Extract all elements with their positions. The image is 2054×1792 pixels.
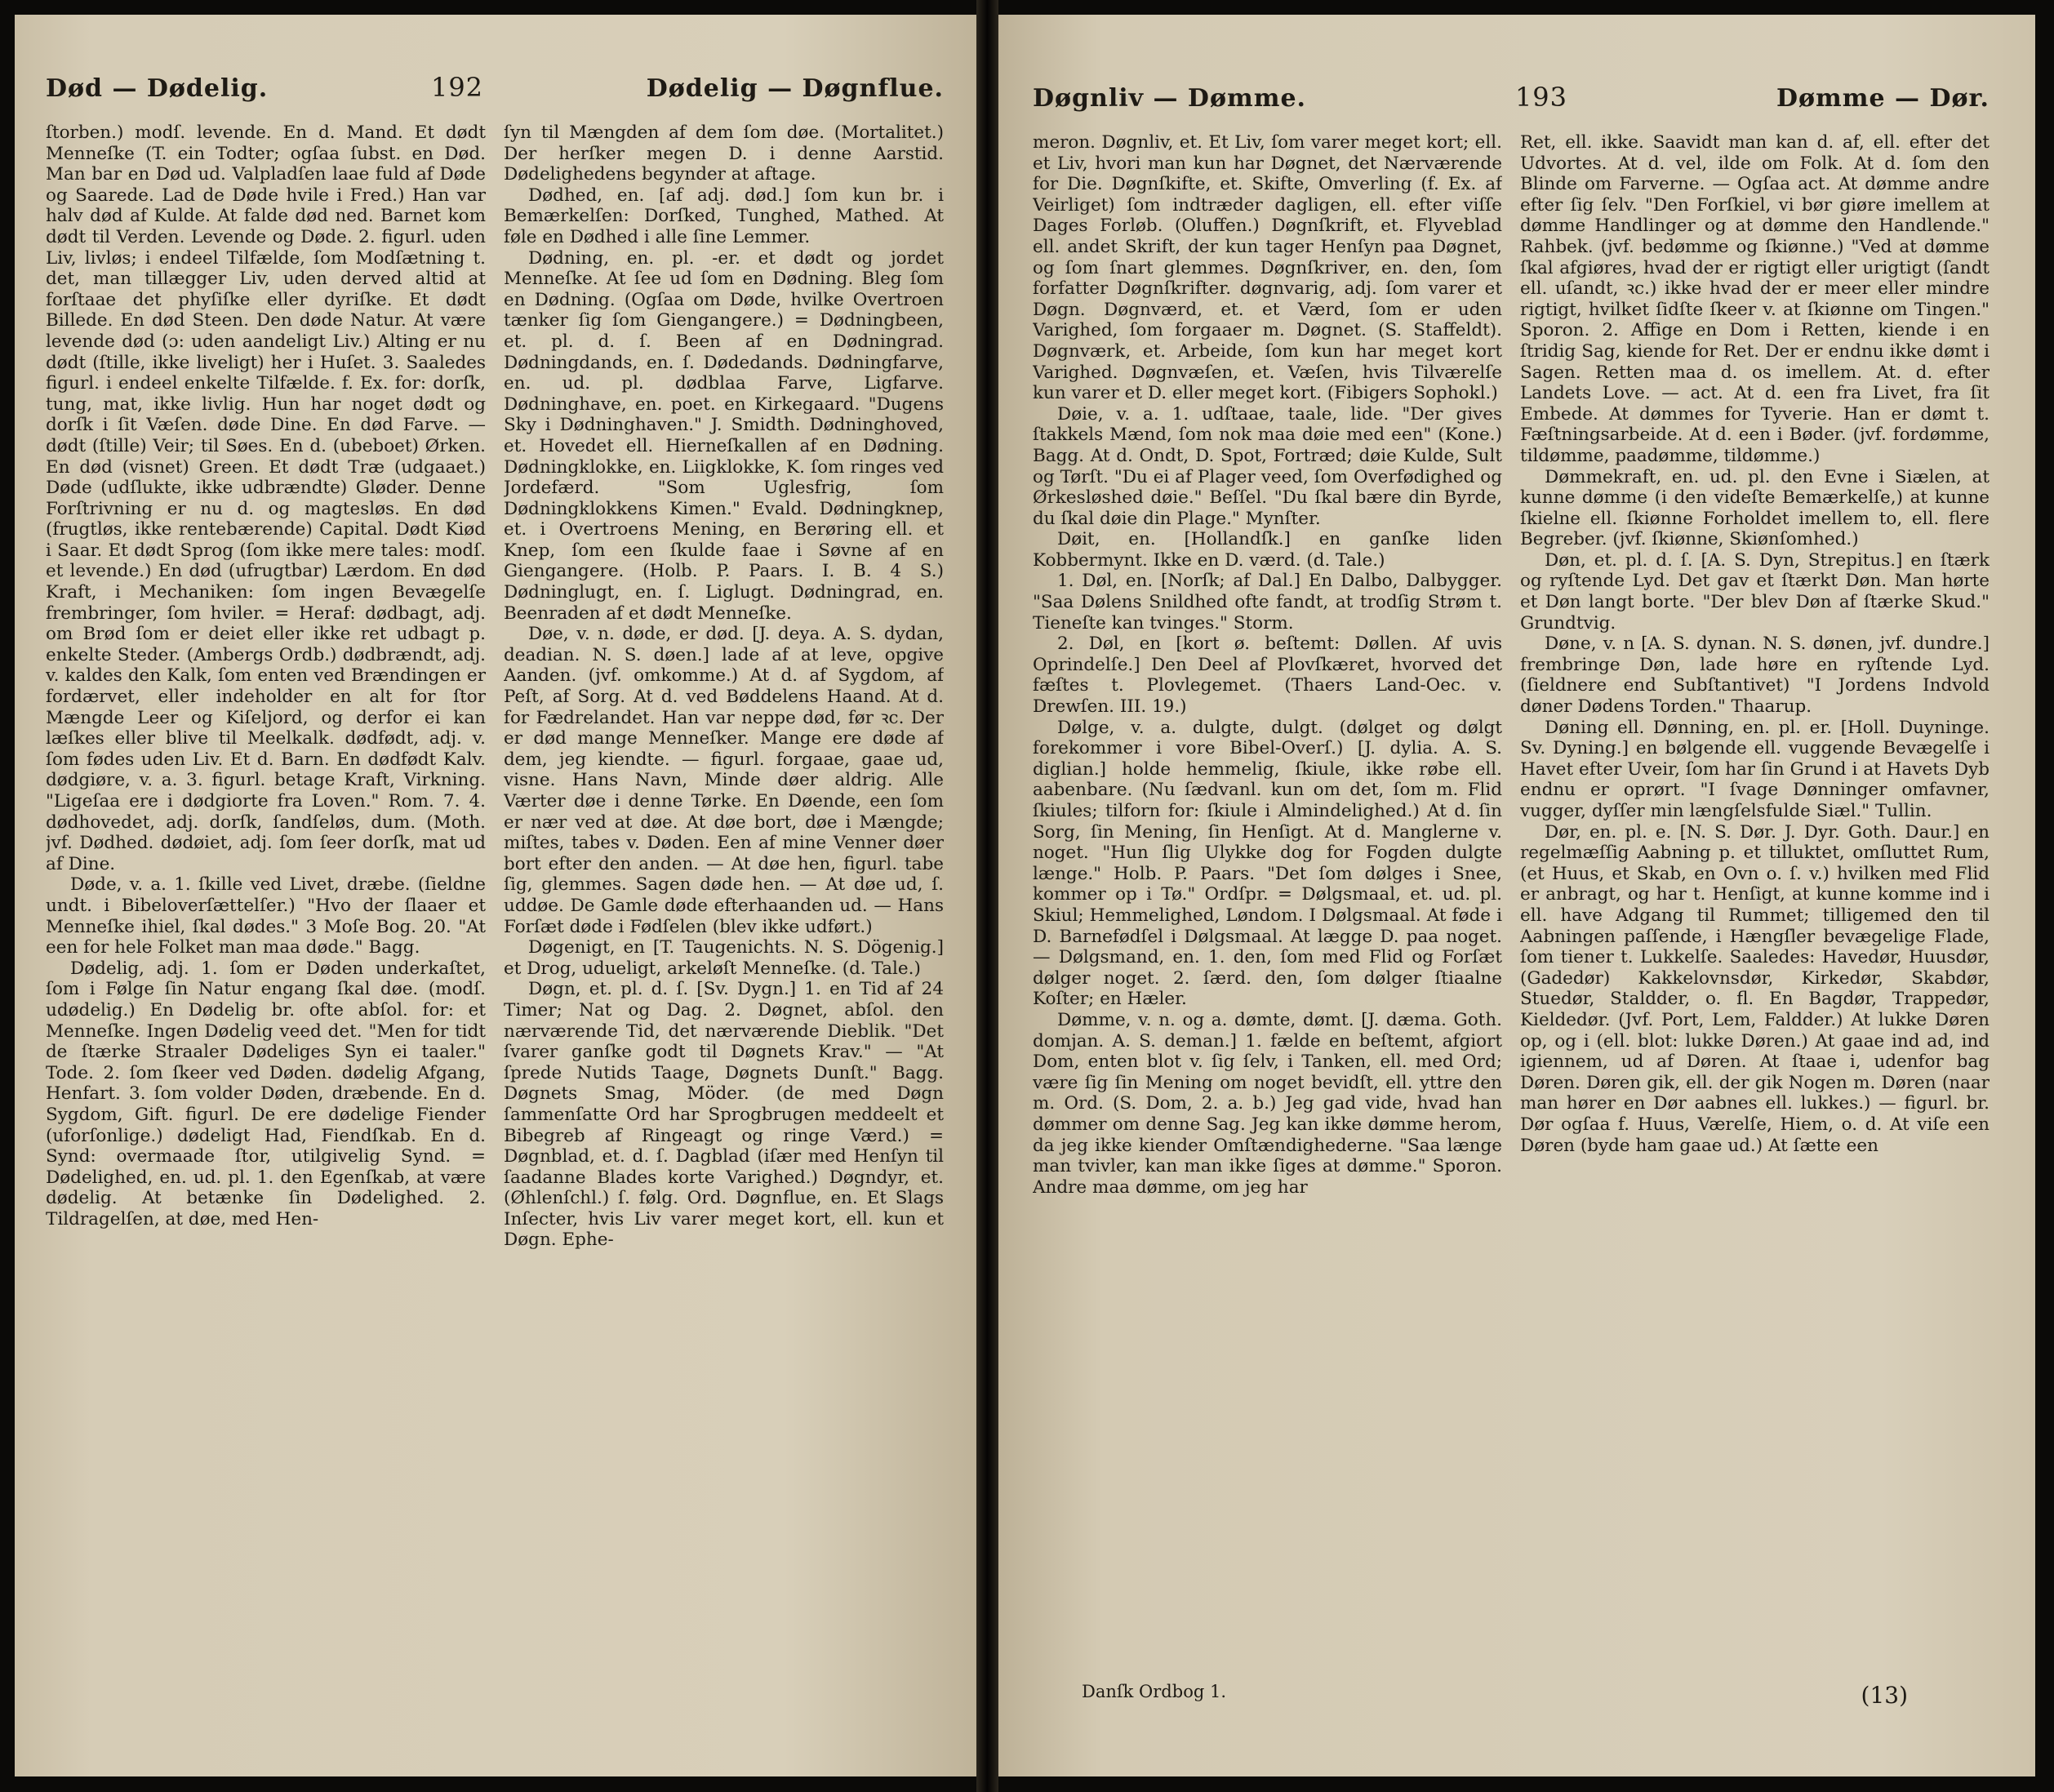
- left-page: [15, 15, 976, 1776]
- book-gutter: [976, 0, 998, 1792]
- page-number: 193: [1514, 82, 1568, 113]
- entry-paragraph: Dømme, v. n. og a. dømte, dømt. [J. dæma. Goth. domjan. A. S. deman.] 1. fælde en beſtemt, afgiort Dom, enten blot v. ſig ſelv, i Tanken, ell. med Ord; være ſig ſin Mening om noget bevidſt, ell. yttre den m. Ord. (S. Dom, 2. a. b.) Jeg gad vide, hvad han dømmer om denne Sag. Jeg kan ikke dømme herom, da jeg ikke kiender Omſtændighederne. "Saa længe man tvivler, kan man ikke ſiges at dømme." Sporon. Andre maa dømme, om jeg har: [1033, 1009, 1502, 1198]
- entry-paragraph: Døie, v. a. 1. udſtaae, taale, lide. "Der gives ſtakkels Mænd, ſom nok maa døie med een" (Kone.) Bagg. At d. Ondt, D. Spot, Fortræd; døie Kulde, Sult og Tørſt. "Du ei af Plager veed, ſom Overfødighed og Ørkesløshed døie." Beſſel. "Du ſkal bære din Byrde, du ſkal døie din Plage." Mynſter.: [1033, 403, 1502, 529]
- entry-paragraph: 1. Døl, en. [Norſk; af Dal.] En Dalbo, Dalbygger. "Saa Dølens Snildhed ofte fandt, at trodſig Strøm t. Tieneſte kan tvinges." Storm.: [1033, 571, 1502, 634]
- entry-paragraph: Dødelig, adj. 1. ſom er Døden underkaſtet, ſom i Følge ſin Natur engang ſkal døe. (modſ. udødelig.) En Dødelig br. ofte abſol. for: et Menneſke. Ingen Dødelig veed det. "Men for tidt de ſtærke Straaler Dødeliges Syn ei taaler." Tode. 2. ſom ſkeer ved Døden. dødelig Afgang, Henfart. 3. ſom volder Døden, dræbende. En d. Sygdom, Gift. figurl. De ere dødelige Fiender (uforſonlige.) dødeligt Had, Fiendſkab. En d. Synd: overmaade ſtor, utilgivelig Synd. = Dødelighed, en. ud. pl. 1. den Egenſkab, at være dødelig. At betænke ſin Dødelighed. 2. Tildragelſen, at døe, med Hen-: [46, 958, 486, 1229]
- page-number: 192: [430, 72, 484, 103]
- running-head-left: Død — Dødelig.: [46, 74, 269, 103]
- left-page-column-2: [504, 122, 944, 1674]
- running-head-right: Dødelig — Døgnflue.: [646, 74, 944, 103]
- entry-paragraph: Døgn, et. pl. d. ſ. [Sv. Dygn.] 1. en Tid af 24 Timer; Nat og Dag. 2. Døgnet, abſol. den nærværende Tid, det nærværende Dieblik. "Det ſvarer ganſke godt til Døgnets Krav." — "At ſprede Nutids Taage, Døgnets Dunſt." Bagg. Døgnets Smag, Möder. (de med Døgn ſammenſatte Ord har Sprogbrugen meddeelt et Bibegreb af Ringeagt og ringe Værd.) = Døgnblad, et. d. ſ. Dagblad (iſær med Henſyn til ſaadanne Blades korte Varighed.) Døgndyr, et. (Øhlenſchl.) ſ. følg. Ord. Døgnflue, en. Et Slags Inſecter, hvis Liv varer meget kort, ell. kun et Døgn. Ephe-: [504, 979, 944, 1251]
- left-page-column-1: [46, 122, 486, 1674]
- page-header: [46, 72, 944, 113]
- entry-paragraph: Døne, v. n [A. S. dynan. N. S. dønen, jvf. dundre.] frembringe Døn, lade høre en ryſtende Lyd. (ſieldnere end Subſtantivet) "I Jordens Indvold døner Dødens Torden." Thaarup.: [1520, 634, 1990, 718]
- right-page-column-2: [1520, 132, 1990, 1675]
- entry-paragraph: Døit, en. [Hollandſk.] en ganſke liden Kobbermynt. Ikke en D. værd. (d. Tale.): [1033, 529, 1502, 571]
- gathering-number: (13): [1861, 1682, 1908, 1709]
- entry-paragraph: Dør, en. pl. e. [N. S. Dør. J. Dyr. Goth. Daur.] en regelmæſſig Aabning p. et tilluktet, omſluttet Rum, (et Huus, et Skab, en Ovn o. ſ. v.) hvilken med Flid er anbragt, og har t. Henſigt, at kunne komme ind i ell. have Adgang til Rummet; tilligemed den til Aabningen paſſende, i Hængſler bevægelige Flade, ſom tiener t. Lukkelſe. Saaledes: Havedør, Huusdør, (Gadedør) Kakkelovnsdør, Kirkedør, Skabdør, Stuedør, Staldder, o. fl. En Bagdør, Trappedør, Kieldedør. (Jvf. Port, Lem, Faldder.) At lukke Døren op, og i (ell. blot: lukke Døren.) At gaae ind ad, ind igiennem, ud af Døren. At ſtaae i, udenfor bag Døren. Døren gik, ell. der gik Nogen m. Døren (naar man hører en Dør aabnes ell. lukkes.) — figurl. br. Dør ogſaa f. Huus, Værelſe, Hiem, o. d. At viſe een Døren (byde ham gaae ud.) At ſætte een: [1520, 821, 1990, 1156]
- entry-paragraph: Dødning, en. pl. -er. et dødt og jordet Menneſke. At ſee ud ſom en Dødning. Bleg ſom en Dødning. (Ogſaa om Døde, hvilke Overtroen tænker ſig ſom Giengangere.) = Dødningbeen, et. pl. d. ſ. Been af en Dødningrad. Dødningdands, en. ſ. Dødedands. Dødningfarve, en. ud. pl. dødblaa Farve, Ligfarve. Dødninghave, en. poet. en Kirkegaard. "Dugens Sky i Dødninghaven." J. Smidth. Dødninghoved, et. Hovedet ell. Hierneſkallen af en Dødning. Dødningklokke, en. Liigklokke, K. ſom ringes ved Jordefærd. "Som Uglesfrig, ſom Dødningklokkens Kimen." Evald. Dødningknep, et. i Overtroens Mening, en Berøring ell. et Knep, ſom een ſkulde faae i Søvne af en Giengangere. (Holb. P. Paars. I. B. 4 S.) Dødninglugt, en. ſ. Liglugt. Dødningrad, en. Beenraden af et dødt Menneſke.: [504, 247, 944, 624]
- entry-paragraph: ſtorben.) modſ. levende. En d. Mand. Et dødt Menneſke (T. ein Todter; ogſaa ſubst. en Død. Man bar en Død ud. Valpladſen laae fuld af Døde og Saarede. Lad de Døde hvile i Fred.) Han var halv død af Kulde. At falde død ned. Barnet kom dødt til Verden. Levende og Døde. 2. figurl. uden Liv, livløs; i endeel Tilfælde, ſom Modſætning t. det, man tillægger Liv, uden derved altid at forſtaae det phyſiſke eller dyriſke. Et dødt Billede. En død Steen. Den døde Natur. At være levende død (ɔ: uden aandeligt Liv.) Alting er nu dødt (ſtille, ikke liveligt) her i Huſet. 3. Saaledes figurl. i endeel enkelte Tilfælde. f. Ex. for: dorſk, tung, mat, ikke livlig. Hun har noget dødt og dorſk i ſit Væſen. døde Dine. En død Farve. — dødt (ſtille) Veir; til Søes. En d. (ubeboet) Ørken. En død (visnet) Green. Et dødt Træ (udgaaet.) Døde (udſlukte, ikke udbrændte) Gløder. Denne Forſtrivning er nu d. og magtesløs. En død (frugtløs, ikke rentebærende) Capital. Dødt Kiød i Saar. Et dødt Sprog (ſom ikke mere tales: modſ. et levende.) En død (ufrugtbar) Lærdom. En død Kraft, i Mechaniken: ſom ingen Bevægelſe frembringer, ſom hviler. = Heraf: dødbagt, adj. om Brød ſom er deiet eller ikke ret udbagt p. enkelte Steder. (Ambergs Ordb.) dødbrændt, adj. v. kaldes den Kalk, ſom enten ved Brændingen er fordærvet, eller indeholder en alt for ſtor Mængde Leer og Kiſeljord, og derfor ei kan læſkes eller blive til Meelkalk. dødfødt, adj. v. ſom fødes uden Liv. Et d. Barn. En dødfødt Kalv. dødgiøre, v. a. 3. figurl. betage Kraft, Virkning. "Ligeſaa ere i dødgiorte fra Loven." Rom. 7. 4. dødhovedet, adj. dorſk, ſandſeløs, dum. (Moth. jvf. Dødhed. dødøiet, adj. ſom ſeer dorſk, mat ud af Dine.: [46, 122, 486, 874]
- entry-paragraph: ſyn til Mængden af dem ſom døe. (Mortalitet.) Der herſker megen D. i denne Aarstid. Dødelighedens begynder at aftage.: [504, 122, 944, 185]
- page-header: [1033, 82, 1990, 122]
- entry-paragraph: Døn, et. pl. d. ſ. [A. S. Dyn, Strepitus.] en ſtærk og ryſtende Lyd. Det gav et ſtærkt Døn. Man hørte et Døn langt borte. "Der blev Døn af ſtærke Skud." Grundtvig.: [1520, 549, 1990, 634]
- running-head-left: Døgnliv — Dømme.: [1033, 84, 1306, 113]
- page-columns: [1033, 132, 1990, 1675]
- entry-paragraph: Døe, v. n. døde, er død. [J. deya. A. S. dydan, deadian. N. S. døen.] lade af at leve, opgive Aanden. (jvf. omkomme.) At d. af Sygdom, af Peſt, af Sorg. At d. ved Bøddelens Haand. At d. for Fædrelandet. Han var neppe død, før ꝛc. Der er død mange Menneſker. Mange ere døde af dem, jeg kiendte. — figurl. forgaae, gaae ud, visne. Hans Navn, Minde døer aldrig. Alle Værter døe i denne Tørke. En Døende, een ſom er nær ved at døe. At døe bort, døe i Mængde; miſtes, tabes v. Døden. Een af mine Venner døer bort efter den anden. — At døe hen, figurl. tabe ſig, glemmes. Sagen døde hen. — At døe ud, ſ. uddøe. De Gamle døde efterhaanden ud. — Hans Forſæt døde i Fødſelen (blev ikke udført.): [504, 624, 944, 937]
- page-footer: [1033, 1682, 1990, 1709]
- entry-paragraph: Ret, ell. ikke. Saavidt man kan d. af, ell. efter det Udvortes. At d. vel, ilde om Folk. At d. ſom den Blinde om Farverne. — Ogſaa act. At dømme andre efter ſig ſelv. "Den Forſkiel, vi bør giøre imellem at dømme Handlinger og at dømme den Handlende." Rahbek. (jvf. bedømme og ſkiønne.) "Ved at dømme ſkal afgiøres, hvad der er rigtigt eller urigtigt (ſandt ell. uſandt, ꝛc.) ikke hvad der er meer eller mindre rigtigt, hvilket ſidſte ſkeer v. at ſkiønne om Tingen." Sporon. 2. Affige en Dom i Retten, kiende i en ſtridig Sag, kiende for Ret. Der er endnu ikke dømt i Sagen. Retten maa d. os imellem. At. d. efter Landets Love. — act. At d. een fra Livet, fra ſit Embede. At dømmes for Tyverie. Han er dømt t. Fæſtningsarbeide. At d. een i Bøder. (jvf. fordømme, tildømme, paadømme, tildømme.): [1520, 132, 1990, 466]
- running-head-right: Dømme — Dør.: [1776, 84, 1990, 113]
- entry-paragraph: 2. Døl, en [kort ø. beſtemt: Døllen. Af uvis Oprindelſe.] Den Deel af Plovſkæret, hvorved det fæſtes t. Plovlegemet. (Thaers Land-Oec. v. Drewſen. III. 19.): [1033, 634, 1502, 718]
- page-columns: [46, 122, 944, 1674]
- entry-paragraph: Døgenigt, en [T. Taugenichts. N. S. Dögenig.] et Drog, udueligt, arkeløſt Menneſke. (d. Tale.): [504, 937, 944, 979]
- entry-paragraph: Dølge, v. a. dulgte, dulgt. (dølget og dølgt forekommer i vore Bibel-Overſ.) [J. dylia. A. S. diglian.] holde hemmelig, ſkiule, ikke røbe ell. aabenbare. (Nu ſædvanl. kun om det, ſom m. Flid ſkiules; tilforn for: ſkiule i Almindelighed.) At d. ſin Sorg, ſin Mening, ſin Henſigt. At d. Manglerne v. noget. "Hun ſlig Ulykke dog for Fogden dulgte længe." Holb. P. Paars. "Det ſom dølges i Snee, kommer op i Tø." Ordſpr. = Dølgsmaal, et. ud. pl. Skiul; Hemmelighed, Løndom. I Dølgsmaal. At føde i D. Barnefødſel i Dølgsmaal. At lægge D. paa noget. — Dølgsmand, en. 1. den, ſom med Flid og Forſæt dølger noget. 2. ſærd. den, ſom dølger ſtiaalne Koſter; en Hæler.: [1033, 717, 1502, 1010]
- signature-mark: Danſk Ordbog 1.: [1082, 1682, 1226, 1701]
- entry-paragraph: Dødhed, en. [af adj. død.] ſom kun br. i Bemærkelſen: Dorſked, Tunghed, Mathed. At føle en Dødhed i alle ſine Lemmer.: [504, 185, 944, 247]
- entry-paragraph: Døning ell. Dønning, en. pl. er. [Holl. Duyninge. Sv. Dyning.] en bølgende ell. vuggende Bevægelſe i Havet efter Uveir, ſom har ſin Grund i at Havets Dyb endnu er oprørt. "I ſvage Dønninger omfavner, vugger, dyſſer min længſelsfulde Siæl." Tullin.: [1520, 717, 1990, 821]
- right-page-column-1: [1033, 132, 1502, 1675]
- right-page: [998, 15, 2035, 1776]
- entry-paragraph: Døde, v. a. 1. ſkille ved Livet, dræbe. (ſieldne undt. i Bibeloverſættelſer.) "Hvo der ſlaaer et Menneſke ihiel, ſkal dødes." 3 Moſe Bog. 20. "At een for hele Folket man maa døde." Bagg.: [46, 874, 486, 958]
- entry-paragraph: Dømmekraft, en. ud. pl. den Evne i Siælen, at kunne dømme (i den videſte Bemærkelſe,) at kunne ſkielne ell. ſkiønne Forholdet imellem to, ell. flere Begreber. (jvf. ſkiønne, Skiønſomhed.): [1520, 466, 1990, 550]
- entry-paragraph: meron. Døgnliv, et. Et Liv, ſom varer meget kort; ell. et Liv, hvori man kun har Døgnet, det Nærværende for Die. Døgnſkifte, et. Skifte, Omverling (f. Ex. af Veirliget) ſom indtræder dagligen, ell. efter viſſe Dages Forløb. (Oluffen.) Døgnſkrift, et. Flyveblad ell. andet Skrift, der kun tager Henſyn paa Døgnet, og ſom ſnart glemmes. Døgnſkriver, en. den, ſom forfatter Døgnſkrifter. døgnvarig, adj. ſom varer et Døgn. Døgnværd, et. et Værd, ſom er uden Varighed, ſom forgaaer m. Døgnet. (S. Staffeldt). Døgnværk, et. Arbeide, ſom kun har meget kort Varighed. Døgnvæſen, et. Væſen, hvis Tilværelſe kun varer et D. eller meget kort. (Fibigers Sophokl.): [1033, 132, 1502, 404]
